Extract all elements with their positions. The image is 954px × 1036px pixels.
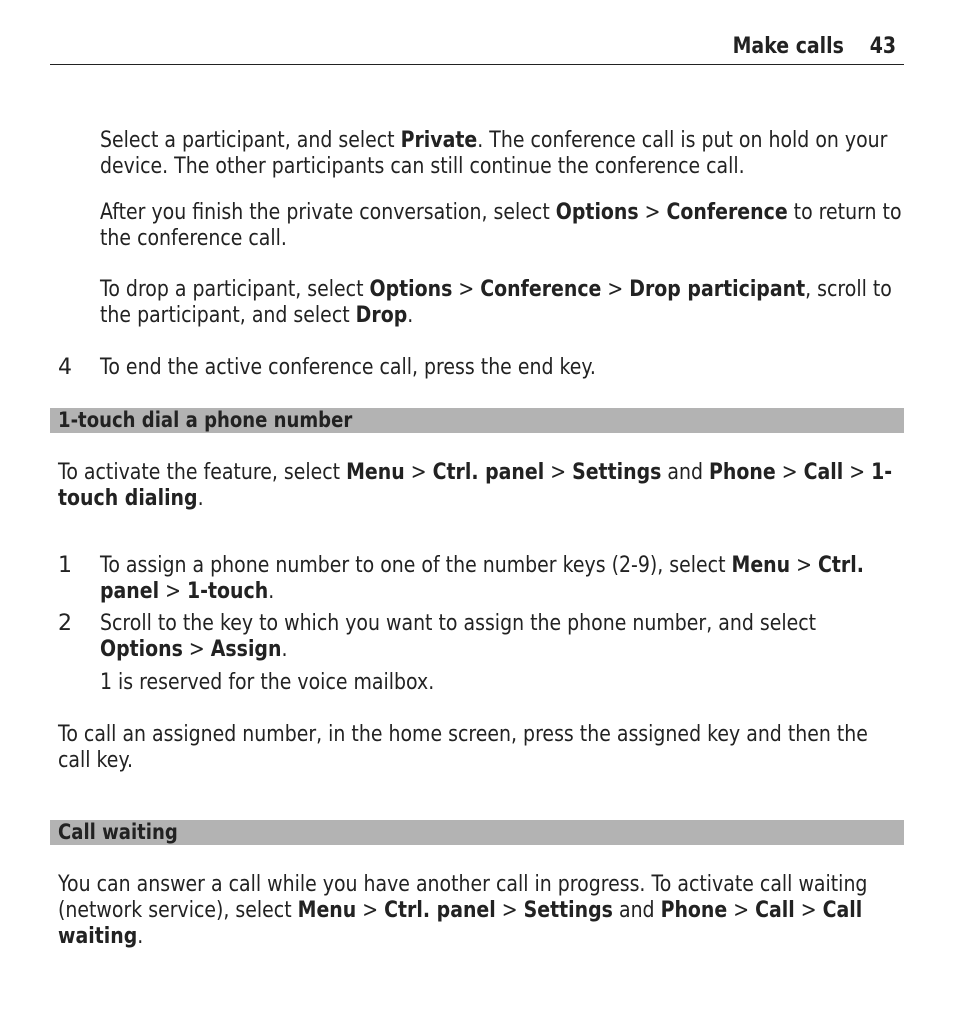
paragraph-return-conference: After you finish the private conversation, select Options > Conference to return to the conference call. (100, 200, 902, 251)
paragraph-private: Select a participant, and select Private. The conference call is put on hold on your device. The other participants can still continue the conference call. (100, 128, 888, 179)
paragraph-activate-1-touch: To activate the feature, select Menu > Ctrl. panel > Settings and Phone > Call > 1-touch dialing. (58, 460, 893, 511)
step-number: 1 (58, 553, 72, 578)
running-header (733, 34, 896, 59)
header-rule (50, 64, 904, 65)
step-end-call: To end the active conference call, press the end key. (100, 355, 596, 380)
step-number: 2 (58, 611, 72, 636)
paragraph-drop-participant: To drop a participant, select Options > Conference > Drop participant, scroll to the participant, and select Drop. (100, 277, 892, 328)
step-assign-number: To assign a phone number to one of the number keys (2-9), select Menu > Ctrl. panel > 1-touch. (100, 553, 864, 604)
paragraph-call-waiting: You can answer a call while you have another call in progress. To activate call waiting (network service), select Menu > Ctrl. panel > Settings and Phone > Call > Call waiting. (58, 872, 868, 949)
page-number: 43 (869, 34, 896, 59)
header-title: Make calls (732, 34, 844, 59)
note-voice-mailbox: 1 is reserved for the voice mailbox. (100, 670, 435, 695)
section-heading-call-waiting: Call waiting (50, 820, 904, 845)
step-scroll-key: Scroll to the key to which you want to assign the phone number, and select Options > Assign. (100, 611, 817, 662)
step-number: 4 (58, 355, 72, 380)
paragraph-call-assigned: To call an assigned number, in the home screen, press the assigned key and then the call key. (58, 722, 868, 773)
section-heading-1-touch: 1-touch dial a phone number (50, 408, 904, 433)
